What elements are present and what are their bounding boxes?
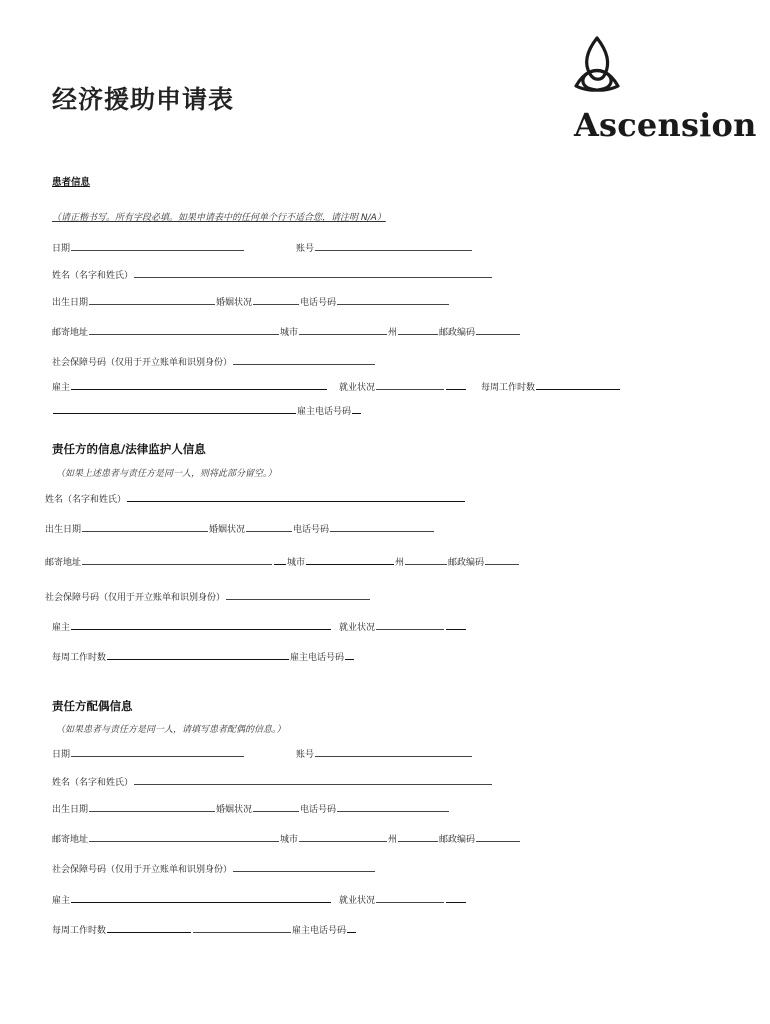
patient-heading: 患者信息 [52,177,91,188]
guarantor-note: （如果上述患者与责任方是同一人，则将此部分留空。） [56,469,277,479]
patient-address-row [52,325,521,339]
city-label: 城市 [280,328,299,338]
ssn-field[interactable] [233,355,375,365]
state-label: 州 [388,328,398,338]
employment-field-ext[interactable] [446,620,466,630]
hours-field[interactable] [536,380,620,390]
employment-field-ext[interactable] [446,380,466,390]
dob-field[interactable] [82,522,208,532]
ssn-label: 社会保障号码（仅用于开立账单和识别身份） [52,358,233,368]
patient-hours-row [481,380,621,394]
form-title: 经济援助申请表 [52,85,235,114]
marital-label: 婚姻状况 [209,525,246,535]
hours-field-ext[interactable] [193,923,291,933]
ascension-logo-icon [572,34,622,92]
employer-field[interactable] [71,893,331,903]
hours-field[interactable] [107,650,289,660]
phone-field[interactable] [330,522,434,532]
employer-phone-field[interactable] [347,923,356,933]
address-field-ext[interactable] [274,555,286,565]
ssn-label: 社会保障号码（仅用于开立账单和识别身份） [45,593,226,603]
zip-label: 邮政编码 [439,328,476,338]
employer-phone-label: 雇主电话号码 [297,407,352,417]
account-label: 账号 [296,750,315,760]
spouse-note: （如果患者与责任方是同一人，请填写患者配偶的信息。） [56,725,286,735]
zip-label: 邮政编码 [439,835,476,845]
marital-label: 婚姻状况 [216,805,253,815]
date-field[interactable] [71,747,244,757]
zip-field[interactable] [476,832,520,842]
zip-field[interactable] [476,325,520,335]
guarantor-employer-row [52,620,332,634]
name-field[interactable] [134,775,492,785]
dob-label: 出生日期 [45,525,82,535]
hours-field[interactable] [107,923,191,933]
state-field[interactable] [398,832,438,842]
spouse-address-row [52,832,521,846]
guarantor-address-row [45,555,520,569]
account-field[interactable] [315,747,472,757]
marital-field[interactable] [246,522,292,532]
ssn-field[interactable] [233,862,375,872]
patient-account-row [296,241,473,255]
city-label: 城市 [280,835,299,845]
name-label: 姓名（名字和姓氏） [52,271,134,281]
address-label: 邮寄地址 [45,558,82,568]
employer-field[interactable] [71,620,331,630]
dob-field[interactable] [89,802,215,812]
zip-label: 邮政编码 [448,558,485,568]
spouse-heading: 责任方配偶信息 [52,699,133,713]
employment-field[interactable] [376,893,444,903]
brand-name: Ascension [574,106,757,144]
employer-label: 雇主 [52,383,71,393]
patient-employer-phone-row [52,404,362,418]
hours-label: 每周工作时数 [481,383,536,393]
patient-dob-row [52,295,450,309]
guarantor-hours-row [52,650,355,664]
city-label: 城市 [287,558,306,568]
name-label: 姓名（名字和姓氏） [45,495,127,505]
state-label: 州 [395,558,405,568]
spouse-employer-row [52,893,332,907]
name-field[interactable] [134,268,492,278]
employment-label: 就业状况 [339,896,376,906]
employer-phone-label: 雇主电话号码 [290,653,345,663]
spouse-name-row [52,775,493,789]
address-field[interactable] [82,555,272,565]
employer-phone-field[interactable] [345,650,354,660]
account-label: 账号 [296,244,315,254]
name-label: 姓名（名字和姓氏） [52,778,134,788]
phone-label: 电话号码 [300,298,337,308]
phone-label: 电话号码 [300,805,337,815]
spouse-account-row [296,747,473,761]
state-field[interactable] [405,555,447,565]
spouse-dob-row [52,802,450,816]
marital-label: 婚姻状况 [216,298,253,308]
state-field[interactable] [398,325,438,335]
employer-phone-field[interactable] [352,404,361,414]
city-field[interactable] [299,832,387,842]
dob-label: 出生日期 [52,298,89,308]
employer-line-continued[interactable] [53,404,296,414]
spouse-employment-row [339,893,467,907]
ssn-field[interactable] [226,590,370,600]
employer-phone-label: 雇主电话号码 [292,926,347,936]
employment-field[interactable] [376,380,444,390]
hours-label: 每周工作时数 [52,653,107,663]
employment-label: 就业状况 [339,383,376,393]
patient-employment-row [339,380,467,394]
address-field[interactable] [89,832,279,842]
employment-field[interactable] [376,620,444,630]
patient-ssn-row [52,355,376,369]
patient-name-row [52,268,493,282]
guarantor-name-row [45,492,466,506]
address-field[interactable] [89,325,279,335]
patient-employer-row [52,380,328,394]
phone-field[interactable] [337,802,449,812]
marital-field[interactable] [253,295,299,305]
guarantor-dob-row [45,522,435,536]
phone-field[interactable] [337,295,449,305]
city-field[interactable] [299,325,387,335]
date-field[interactable] [71,241,244,251]
spouse-hours-row [52,923,357,937]
guarantor-ssn-row [45,590,371,604]
guarantor-employment-row [339,620,467,634]
employment-field-ext[interactable] [446,893,466,903]
marital-field[interactable] [253,802,299,812]
ssn-label: 社会保障号码（仅用于开立账单和识别身份） [52,865,233,875]
address-label: 邮寄地址 [52,328,89,338]
address-label: 邮寄地址 [52,835,89,845]
city-field[interactable] [306,555,394,565]
employer-label: 雇主 [52,896,71,906]
zip-field[interactable] [485,555,519,565]
spouse-ssn-row [52,862,376,876]
date-label: 日期 [52,244,71,254]
state-label: 州 [388,835,398,845]
guarantor-heading: 责任方的信息/法律监护人信息 [52,442,206,456]
patient-instructions: （请正楷书写。所有字段必填。如果申请表中的任何单个行不适合您，请注明 N/A） [52,213,386,223]
date-label: 日期 [52,750,71,760]
patient-date-row [52,241,245,255]
dob-label: 出生日期 [52,805,89,815]
employer-label: 雇主 [52,623,71,633]
phone-label: 电话号码 [293,525,330,535]
dob-field[interactable] [89,295,215,305]
account-field[interactable] [315,241,472,251]
name-field[interactable] [127,492,465,502]
employment-label: 就业状况 [339,623,376,633]
hours-label: 每周工作时数 [52,926,107,936]
employer-field[interactable] [71,380,327,390]
spouse-date-row [52,747,245,761]
